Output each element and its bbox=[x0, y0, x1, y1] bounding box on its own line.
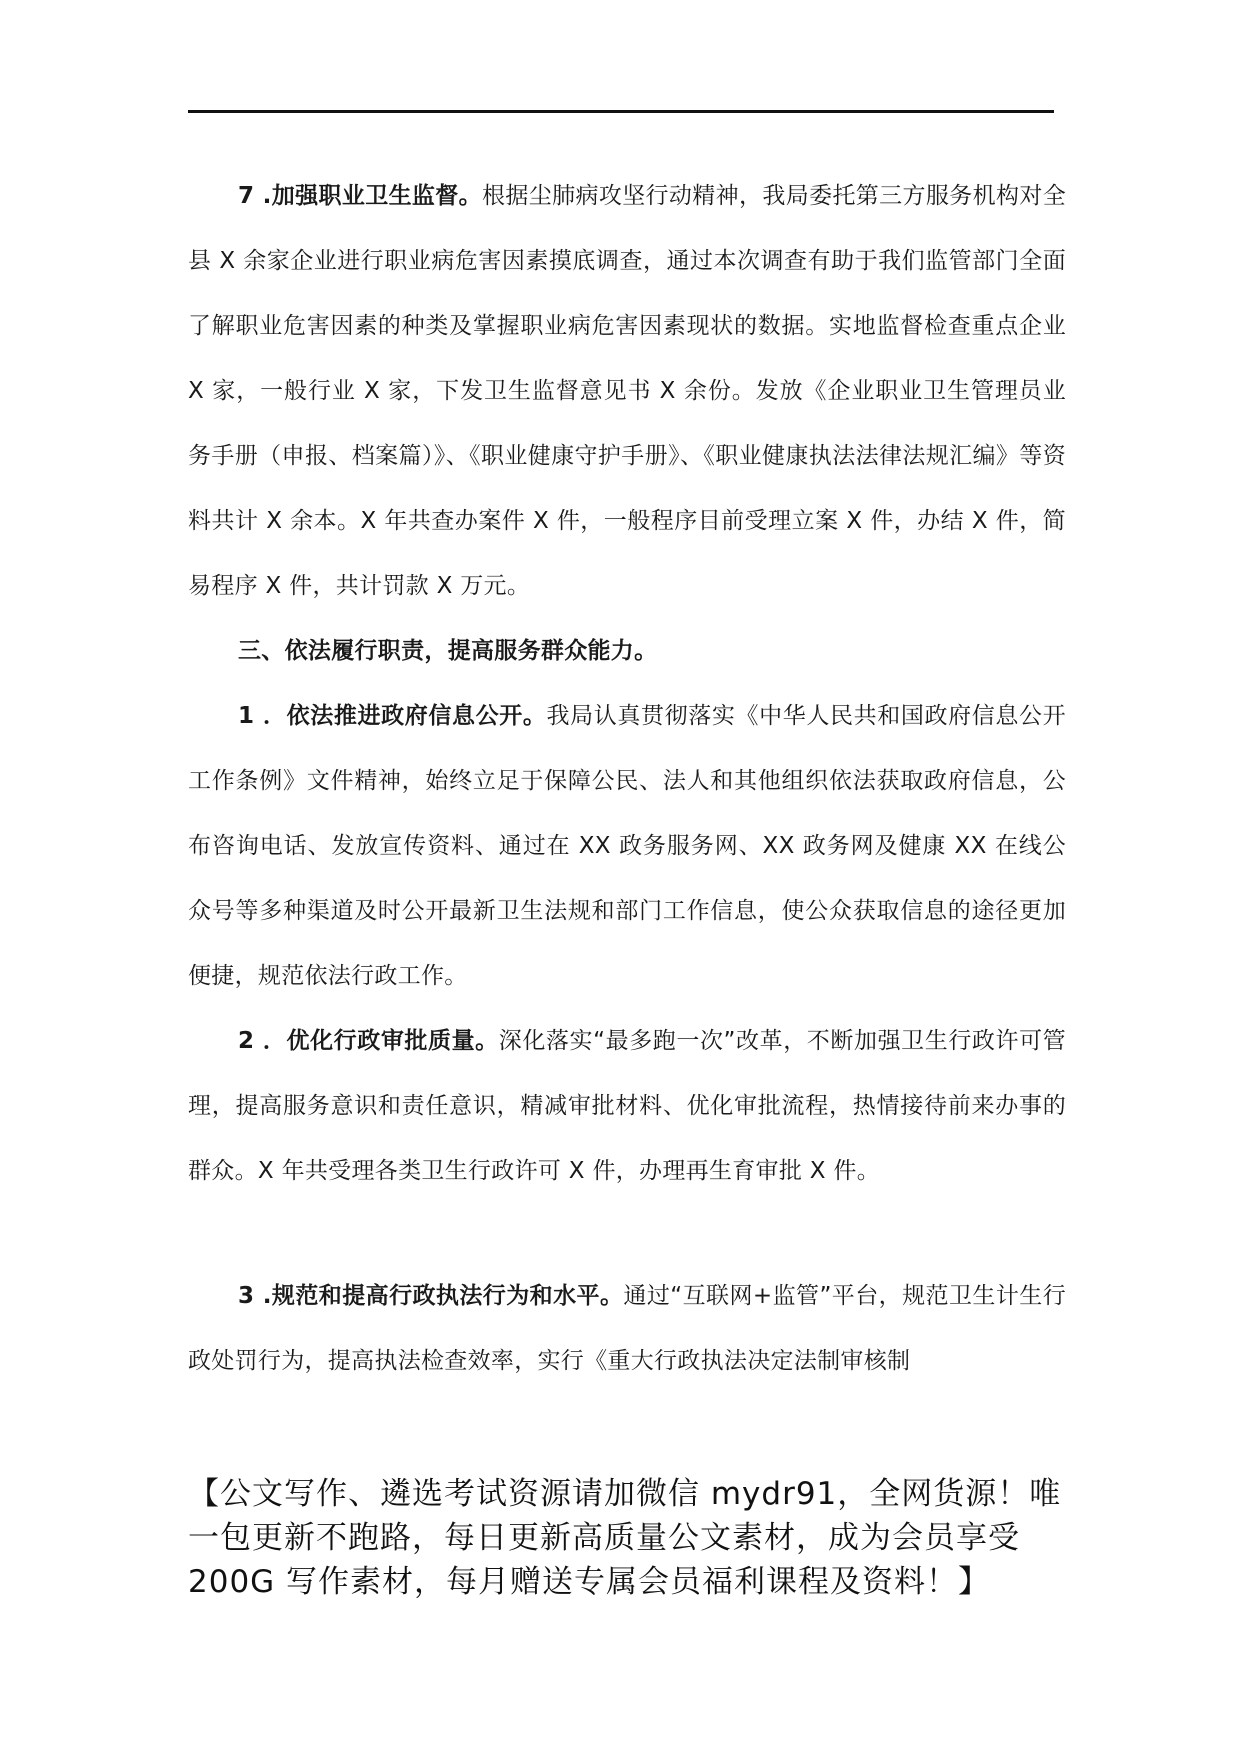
item-2-lead: 2 ．优化行政审批质量。 bbox=[238, 1028, 499, 1054]
item-7-body: 根据尘肺病攻坚行动精神，我局委托第三方服务机构对全县 X 余家企业进行职业病危害因素摸底调查，通过本次调查有助于我们监管部门全面了解职业危害因素的种类及掌握职业病危害因素现状的数据。实地监督检查重点企业 X 家，一般行业 X 家，下发卫生监督意见书 X 余份。发放《企业职业卫生管理员业务手册（申报、档案篇）》、《职业健康守护手册》、《职业健康执法法律法规汇编》等资料共计 X 余本。X 年共查办案件 X 件，一般程序目前受理立案 X 件，办结 X 件，简易程序 X 件，共计罚款 X 万元。 bbox=[188, 183, 1066, 599]
item-3-body: 通过“互联网+监管”平台，规范卫生计生行政处罚行为，提高执法检查效率，实行《重大行政执法决定法制审核制 bbox=[188, 1283, 1066, 1374]
paragraph-item-1 bbox=[188, 684, 1066, 1009]
item-7-lead: 7 .加强职业卫生监督。 bbox=[238, 183, 483, 209]
item-3-lead: 3 .规范和提高行政执法行为和水平。 bbox=[238, 1283, 624, 1309]
paragraph-item-3 bbox=[188, 1264, 1066, 1388]
item-2-body: 深化落实“最多跑一次”改革，不断加强卫生行政许可管理，提高服务意识和责任意识，精减审批材料、优化审批流程，热情接待前来办事的群众。X 年共受理各类卫生行政许可 X 件，办理再生育审批 X 件。 bbox=[188, 1028, 1066, 1184]
item-1-body: 我局认真贯彻落实《中华人民共和国政府信息公开工作条例》文件精神，始终立足于保障公民、法人和其他组织依法获取政府信息，公布咨询电话、发放宣传资料、通过在 XX 政务服务网、XX 政务网及健康 XX 在线公众号等多种渠道及时公开最新卫生法规和部门工作信息，使公众获取信息的途径更加便捷，规范依法行政工作。 bbox=[188, 703, 1066, 989]
section-three-heading: 三、依法履行职责，提高服务群众能力。 bbox=[238, 638, 658, 664]
promo-notice: 【公文写作、遴选考试资源请加微信 mydr91，全网货源！唯一包更新不跑路，每日更新高质量公文素材，成为会员享受 200G 写作素材，每月赠送专属会员福利课程及资料！】 bbox=[188, 1476, 1062, 1600]
paragraph-item-3-clip bbox=[188, 1264, 1066, 1388]
item-1-lead: 1 ．依法推进政府信息公开。 bbox=[238, 703, 547, 729]
header-rule bbox=[188, 110, 1054, 113]
paragraph-item-7 bbox=[188, 164, 1066, 619]
document-body bbox=[188, 164, 1066, 1388]
paragraph-item-2 bbox=[188, 1009, 1066, 1204]
